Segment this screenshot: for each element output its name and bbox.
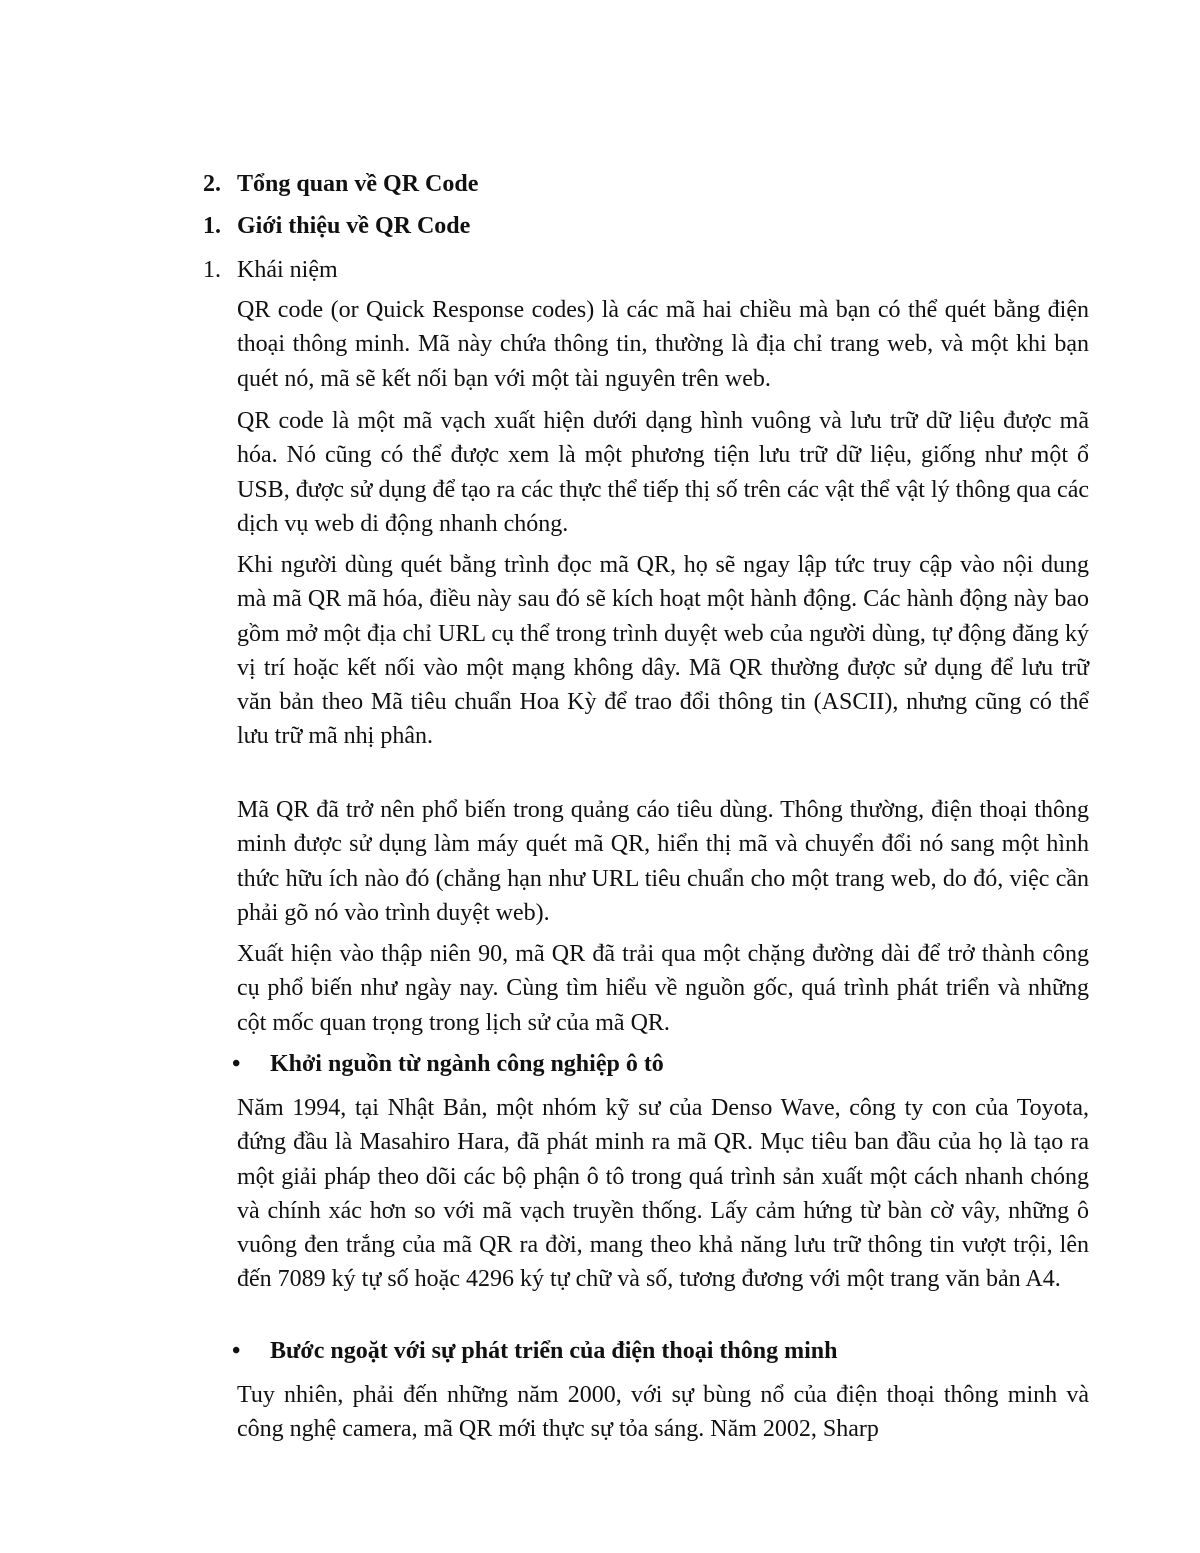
bullet-title: Khởi nguồn từ ngành công nghiệp ô tô [270,1051,664,1077]
paragraph-smartphone: Tuy nhiên, phải đến những năm 2000, với sự bùng nổ của điện thoại thông minh và công nghệ camera, mã QR mới thực sự tỏa sáng. Năm 2002, Sharp [237,1382,1089,1443]
heading-number: 1. [203,213,221,239]
bullet-heading [232,1050,664,1078]
paragraph-advertising: Mã QR đã trở nên phổ biến trong quảng cáo tiêu dùng. Thông thường, điện thoại thông minh được sử dụng làm máy quét mã QR, hiển thị mã và chuyển đổi nó sang một hình thức hữu ích nào đó (chẳng hạn như URL tiêu chuẩn cho một trang web, do đó, việc cần phải gõ nó vào trình duyệt web). [237,797,1089,926]
subsection-heading [203,212,470,240]
bullet-icon: • [232,1051,241,1077]
bullet-heading [232,1337,837,1365]
section-heading [203,170,478,198]
bullet-icon: • [232,1338,241,1364]
paragraph-scanning: Khi người dùng quét bằng trình đọc mã QR, họ sẽ ngay lập tức truy cập vào nội dung mà mã QR mã hóa, điều này sau đó sẽ kích hoạt một hành động. Các hành động này bao gồm mở một địa chỉ URL cụ thể trong trình duyệt web của người dùng, tự động đăng ký vị trí hoặc kết nối vào một mạng không dây. Mã QR thường được sử dụng để lưu trữ văn bản theo Mã tiêu chuẩn Hoa Kỳ để trao đổi thông tin (ASCII), nhưng cũng có thể lưu trữ mã nhị phân. [237,552,1089,750]
heading-text: Giới thiệu về QR Code [237,213,471,239]
heading-text: Khái niệm [237,257,338,283]
heading-number: 2. [203,171,221,197]
paragraph-barcode: QR code là một mã vạch xuất hiện dưới dạng hình vuông và lưu trữ dữ liệu được mã hóa. Nó cũng có thể được xem là một phương tiện lưu trữ dữ liệu, giống như một ổ USB, được sử dụng để tạo ra các thực thể tiếp thị số trên các vật thể vật lý thông qua các dịch vụ web di động nhanh chóng. [237,408,1089,537]
paragraph-definition: QR code (or Quick Response codes) là các mã hai chiều mà bạn có thể quét bằng điện thoại thông minh. Mã này chứa thông tin, thường là địa chỉ trang web, và một khi bạn quét nó, mã sẽ kết nối bạn với một tài nguyên trên web. [237,297,1089,392]
bullet-title: Bước ngoặt với sự phát triển của điện thoại thông minh [270,1338,838,1364]
heading-text: Tổng quan về QR Code [237,171,479,197]
subsubsection-heading [203,256,338,284]
paragraph-origin: Năm 1994, tại Nhật Bản, một nhóm kỹ sư của Denso Wave, công ty con của Toyota, đứng đầu là Masahiro Hara, đã phát minh ra mã QR. Mục tiêu ban đầu của họ là tạo ra một giải pháp theo dõi các bộ phận ô tô trong quá trình sản xuất một cách nhanh chóng và chính xác hơn so với mã vạch truyền thống. Lấy cảm hứng từ bàn cờ vây, những ô vuông đen trắng của mã QR ra đời, mang theo khả năng lưu trữ thông tin vượt trội, lên đến 7089 ký tự số hoặc 4296 ký tự chữ và số, tương đương với một trang văn bản A4. [237,1095,1089,1293]
heading-number: 1. [203,257,221,283]
paragraph-history-intro: Xuất hiện vào thập niên 90, mã QR đã trải qua một chặng đường dài để trở thành công cụ phổ biến như ngày nay. Cùng tìm hiểu về nguồn gốc, quá trình phát triển và những cột mốc quan trọng trong lịch sử của mã QR. [237,941,1089,1036]
